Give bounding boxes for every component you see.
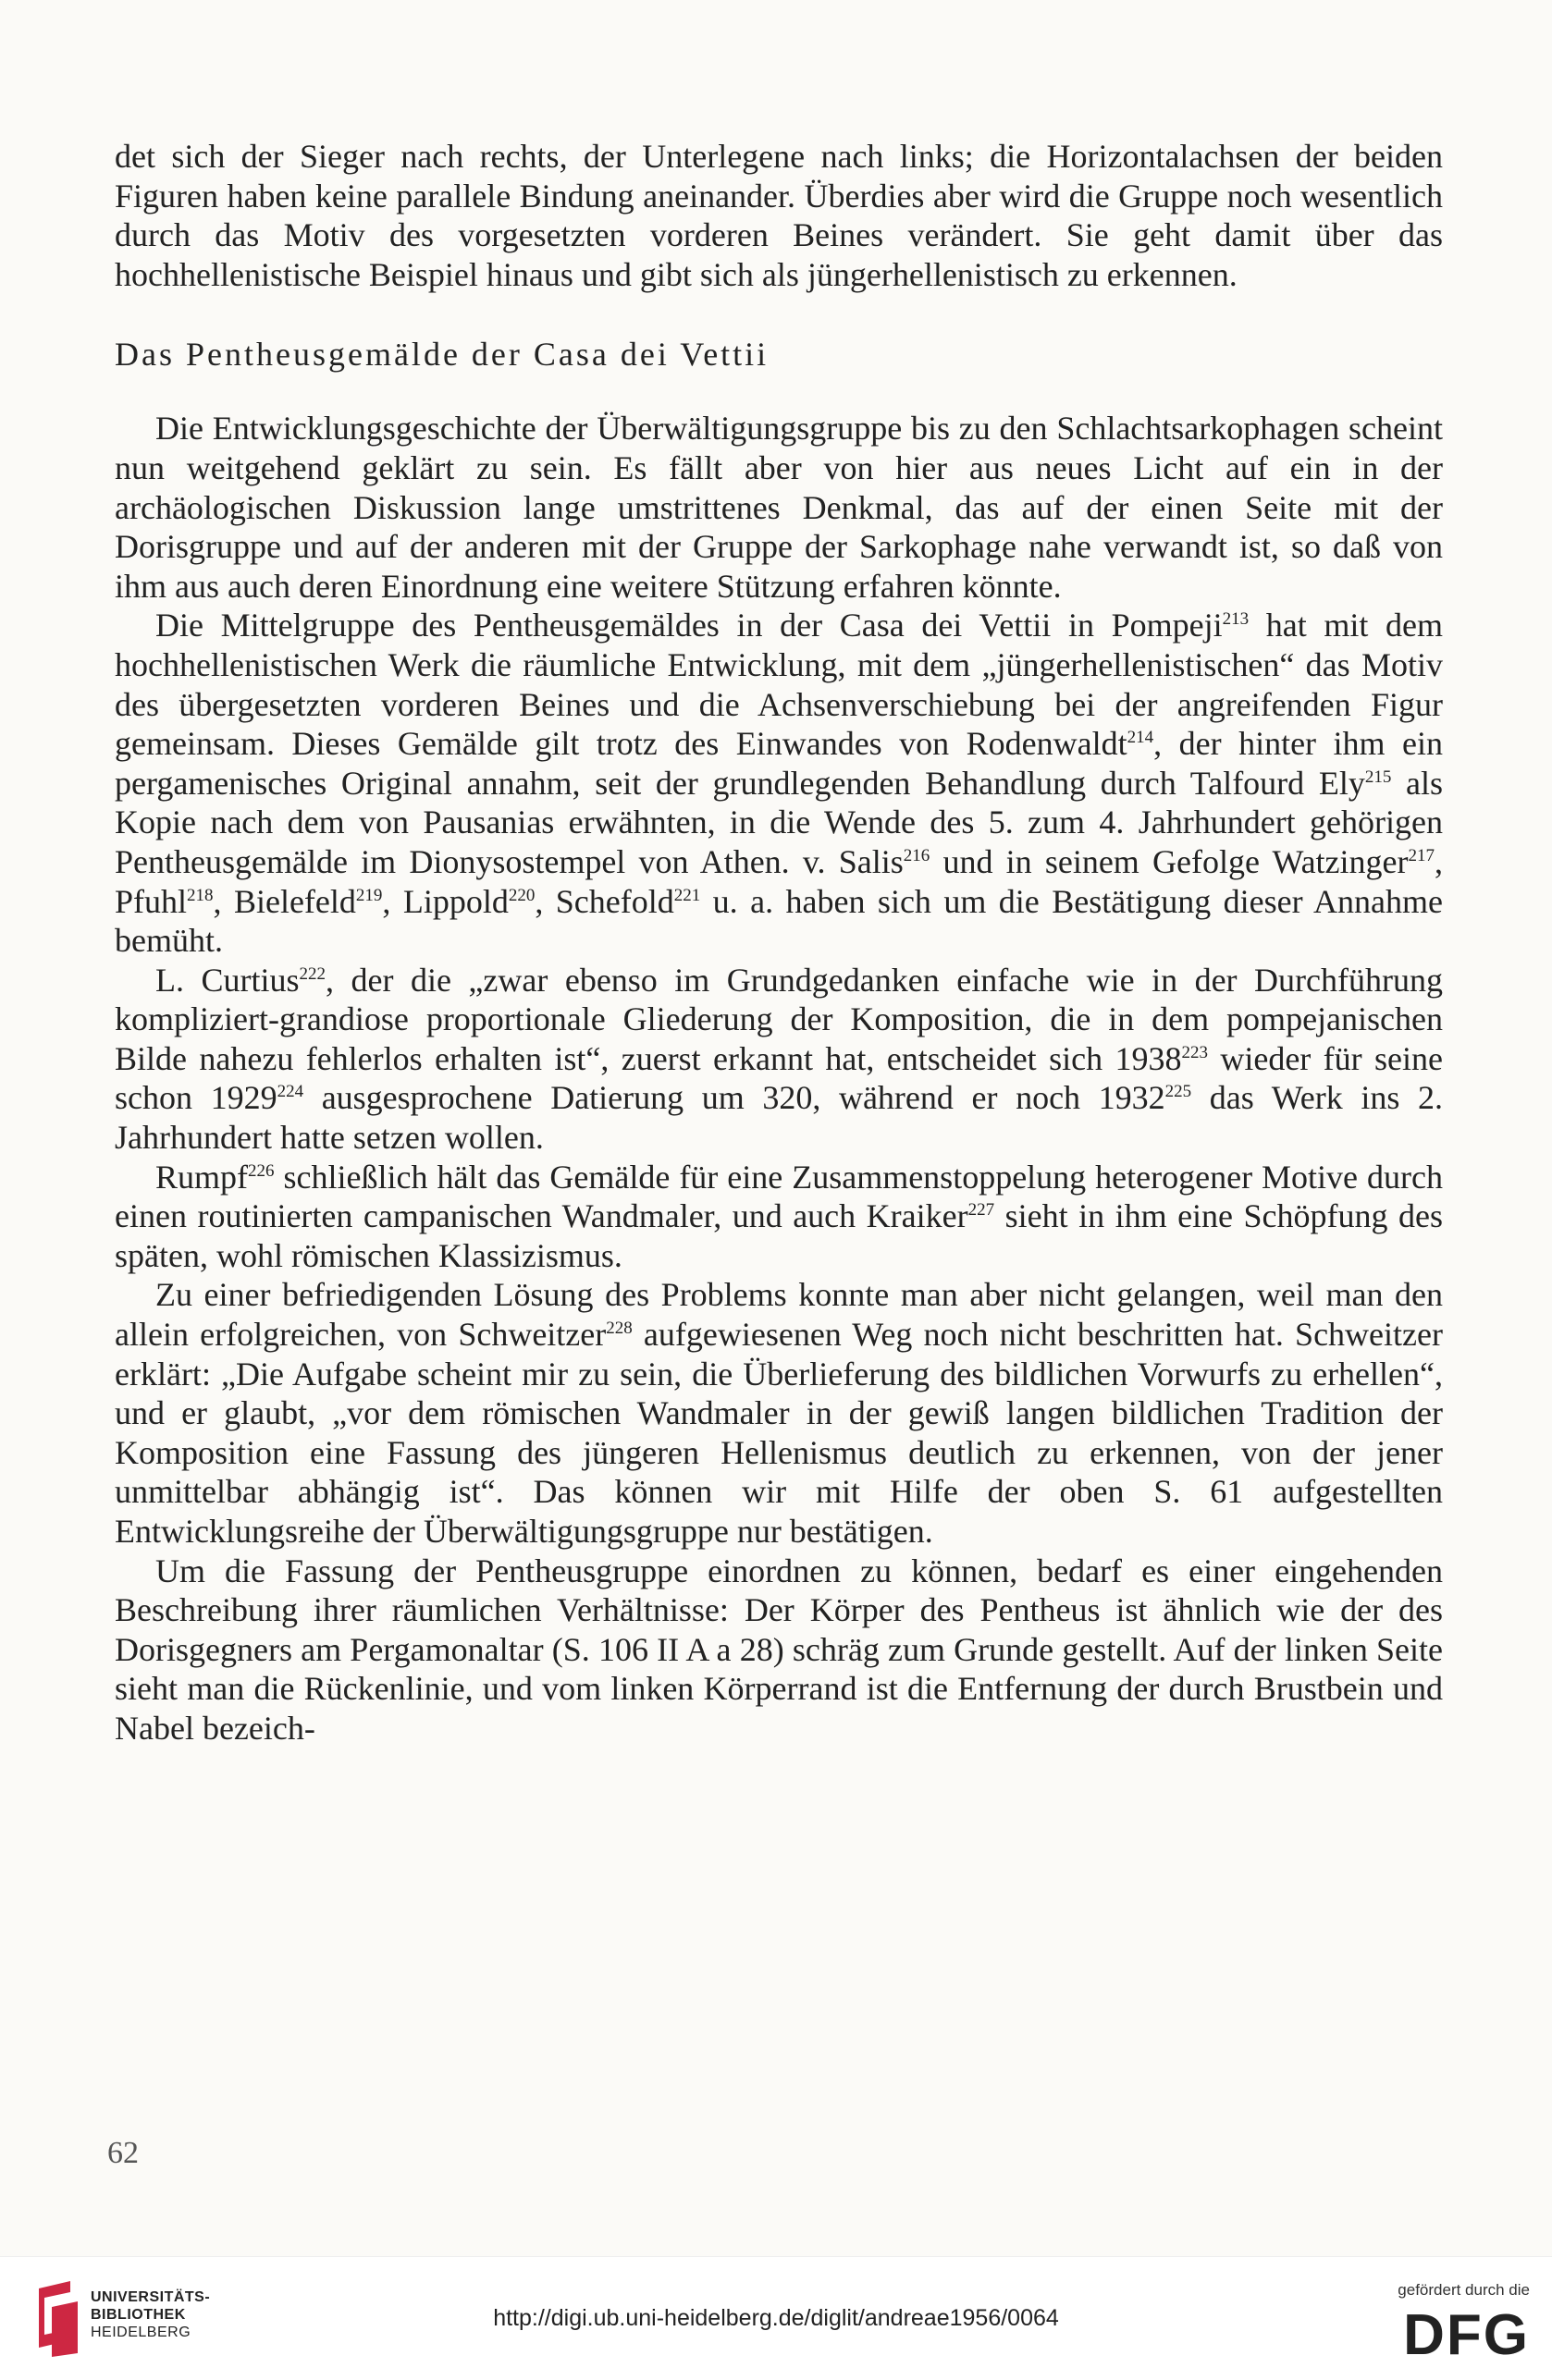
footnote-marker: 224 [277,1082,304,1102]
footnote-marker: 216 [903,845,930,865]
footnote-marker: 215 [1364,767,1392,787]
logo-line: BIBLIOTHEK [91,2307,186,2323]
footnote-marker: 217 [1408,845,1435,865]
paragraph: L. Curtius$^{222}$, der die „zwar ebenso im Grundgedanken einfache wie in der Durchführung kompliziert-grandiose proportionale Gliederung der Komposition, die in dem pompejanischen Bilde nahezu fehlerlos erhalten ist“, zuerst erkannt hat, entscheidet sich 1938$^{223}$ wieder für seine schon 1929$^{224}$ ausgesprochene Datierung um 320, während er noch 1932$^{225}$ das Werk ins 2. Jahrhundert hatte setzen wollen. [115,961,1443,1157]
paragraph: Die Mittelgruppe des Pentheusgemäldes in der Casa dei Vettii in Pompeji$^{213}$ hat mit dem hochhellenistischen Werk die räumliche Entwicklung, mit dem „jüngerhellenistischen“ das Motiv des übergesetzten vorderen Beines und die Achsenverschiebung bei der angreifenden Figur gemeinsam. Dieses Gemälde gilt trotz des Einwandes von Rodenwaldt$^{214}$, der hinter ihm ein pergamenisches Original annahm, seit der grundlegenden Behandlung durch Talfourd Ely$^{215}$ als Kopie nach dem von Pausanias erwähnten, in die Wende des 5. zum 4. Jahrhundert gehörigen Pentheusgemälde im Dionysostempel von Athen. v. Salis$^{216}$ und in seinem Gefolge Watzinger$^{217}$, Pfuhl$^{218}$, Bielefeld$^{219}$, Lippold$^{220}$, Schefold$^{221}$ u. a. haben sich um die Bestätigung dieser Annahme bemüht. [115,607,1443,960]
paragraph: Um die Fassung der Pentheusgruppe einordnen zu können, bedarf es einer eingehenden Beschreibung ihrer räumlichen Verhältnisse: Der Körper des Pentheus ist ähnlich wie der des Dorisgegners am Pergamonaltar (S. 106 II A a 28) schräg zum Grunde gestellt. Auf der linken Seite sieht man die Rückenlinie, und vom linken Körperrand ist die Entfernung der durch Brustbein und Nabel bezeich- [115,1552,1443,1747]
logo-line: UNIVERSITÄTS- [91,2289,211,2305]
paragraph: Die Entwicklungsgeschichte der Überwältigungsgruppe bis zu den Schlachtsarkophagen scheint nun weitgehend geklärt zu sein. Es fällt aber von hier aus neues Licht auf ein in der archäologischen Diskussion lange umstrittenes Denkmal, das auf der einen Seite mit der Dorisgruppe und auf der anderen mit der Gruppe der Sarkophage nahe verwandt ist, so daß von ihm aus auch deren Einordnung eine weitere Stützung erfahren könnte. [115,410,1443,605]
footnote-marker: 221 [673,885,701,905]
page-number: 62 [107,2136,139,2170]
footnote-marker: 223 [1181,1042,1208,1062]
funding-caption: gefördert durch die [1398,2281,1530,2299]
paragraphs-before-heading [115,137,1443,294]
section-heading: Das Pentheusgemälde der Casa dei Vettii [115,336,770,374]
footnote-marker: 218 [187,885,214,905]
footnote-marker: 228 [606,1319,633,1339]
footnote-marker: 227 [967,1200,995,1221]
footnote-marker: 226 [248,1160,275,1181]
footer-bar [0,2256,1552,2380]
paragraph: Zu einer befriedigenden Lösung des Problems konnte man aber nicht gelangen, weil man den allein erfolgreichen, von Schweitzer$^{228}$ aufgewiesenen Weg noch nicht beschritten hat. Schweitzer erklärt: „Die Aufgabe scheint mir zu sein, die Überlieferung des bildlichen Vorwurfs zu erhellen“, und er glaubt, „vor dem römischen Wandmaler in der gewiß langen bildlichen Tradition der Komposition eine Fassung des jüngeren Hellenismus deutlich zu erkennen, von der jener unmittelbar abhängig ist“. Das können wir mit Hilfe der oben S. 61 aufgestellten Entwicklungsreihe der Überwältigungsgruppe nur bestätigen. [115,1276,1443,1550]
footnote-marker: 219 [355,885,383,905]
body-text [115,137,1443,1748]
logo-line: HEIDELBERG [91,2325,191,2340]
paragraphs-after-heading [115,409,1443,1748]
permalink-url[interactable]: http://digi.ub.uni-heidelberg.de/diglit/andreae1956/0064 [493,2305,1059,2331]
footnote-marker: 214 [1127,728,1154,748]
paragraph: Rumpf$^{226}$ schließlich hält das Gemälde für eine Zusammenstoppelung heterogener Motive durch einen routinierten campanischen Wandmaler, und auch Kraiker$^{227}$ sieht in ihm eine Schöpfung des späten, wohl römischen Klassizismus. [115,1158,1443,1274]
footnote-marker: 213 [1222,609,1250,630]
footnote-marker: 220 [508,885,536,905]
paragraph: det sich der Sieger nach rechts, der Unterlegene nach links; die Horizontalachsen der beiden Figuren haben keine parallele Bindung aneinander. Überdies aber wird die Gruppe noch wesentlich durch das Motiv des vorgesetzten vorderen Beines verändert. Sie geht damit über das hochhellenistische Beispiel hinaus und gibt sich als jüngerhellenistisch zu erkennen. [115,138,1443,293]
footnote-marker: 225 [1164,1082,1192,1102]
dfg-logo: DFG [1403,2303,1530,2367]
footnote-marker: 222 [299,963,326,984]
